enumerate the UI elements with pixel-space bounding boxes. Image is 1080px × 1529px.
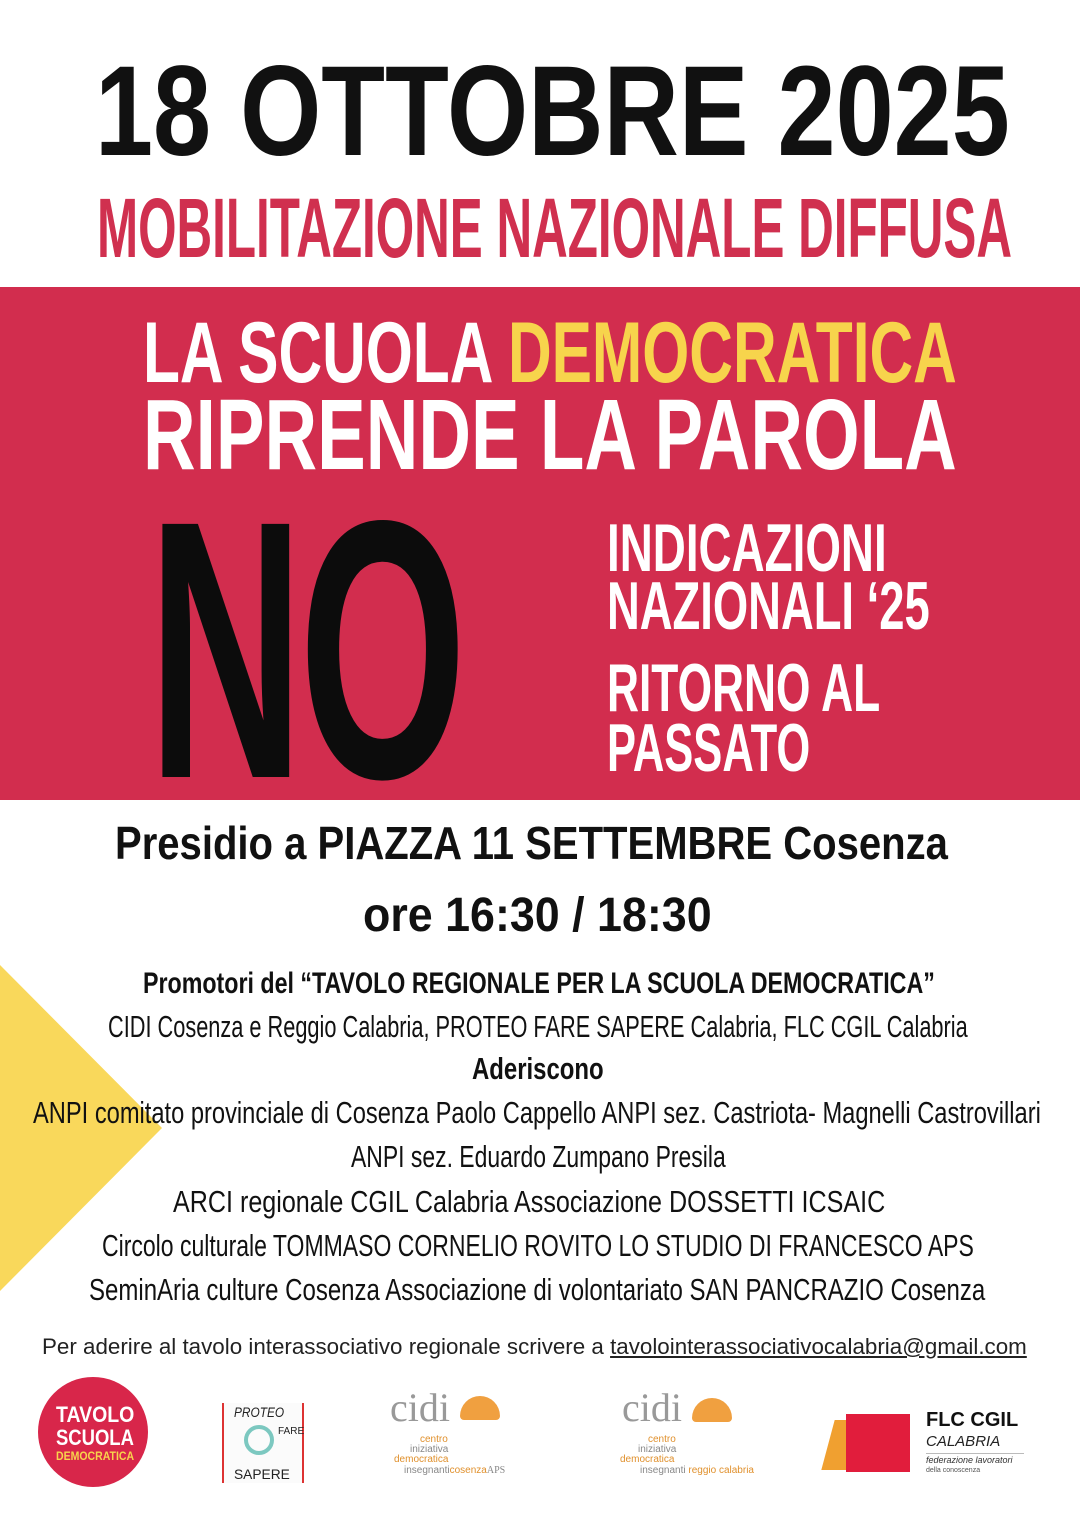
- logo-text: federazione lavoratori: [926, 1455, 1013, 1465]
- logo-text: FARE: [278, 1426, 305, 1437]
- promoters-list: CIDI Cosenza e Reggio Calabria, PROTEO FARE SAPERE Calabria, FLC CGIL Calabria: [108, 1009, 968, 1044]
- logo-text: democratica: [394, 1454, 449, 1465]
- event-place: Presidio a PIAZZA 11 SETTEMBRE Cosenza: [115, 817, 948, 869]
- logo-flc-cgil-calabria: [822, 1410, 1032, 1480]
- item-nazionali: NAZIONALI ‘25: [607, 568, 930, 644]
- flc-square-icon: [846, 1414, 910, 1472]
- logo-text: cidi: [622, 1385, 682, 1430]
- contact-email-link[interactable]: tavolointerassociativocalabria@gmail.com: [610, 1334, 1027, 1359]
- headline-highlight: DEMOCRATICA: [507, 305, 957, 401]
- no-text: NO: [148, 444, 462, 855]
- event-date: 18 OTTOBRE 2025: [95, 40, 1010, 183]
- item-passato: PASSATO: [607, 710, 811, 786]
- headline-text: LA SCUOLA: [143, 305, 492, 401]
- logo-text: della conoscenza: [926, 1467, 981, 1474]
- logo-text: iniziativa: [638, 1444, 677, 1455]
- adherent-line: ARCI regionale CGIL Calabria Associazione DOSSETTI ICSAIC: [173, 1184, 886, 1219]
- promoters-heading: Promotori del “TAVOLO REGIONALE PER LA SCUOLA DEMOCRATICA”: [143, 967, 935, 1000]
- adherents-heading: Aderiscono: [472, 1051, 604, 1086]
- event-time: ore 16:30 / 18:30: [363, 889, 712, 942]
- logo-text: centro: [648, 1434, 676, 1445]
- adherent-line: ANPI sez. Eduardo Zumpano Presila: [351, 1139, 726, 1174]
- divider: [926, 1453, 1024, 1454]
- logo-text: FLC CGIL: [926, 1409, 1019, 1431]
- turtle-icon: [460, 1396, 500, 1420]
- logo-text: centro: [420, 1434, 448, 1445]
- logo-text: iniziativa: [410, 1444, 449, 1455]
- event-subtitle: MOBILITAZIONE NAZIONALE DIFFUSA: [97, 181, 1012, 275]
- logo-text: SAPERE: [234, 1466, 290, 1482]
- logo-cidi-cosenza: [388, 1385, 528, 1483]
- logo-text: TAVOLO: [56, 1402, 135, 1427]
- item-ritorno: RITORNO AL: [607, 650, 881, 726]
- turtle-icon: [692, 1398, 732, 1422]
- logo-text: insegnanticosenzaAPS: [404, 1465, 506, 1476]
- contact-text: Per aderire al tavolo interassociativo regionale scrivere a: [42, 1334, 611, 1359]
- adherent-line: SeminAria culture Cosenza Associazione di volontariato SAN PANCRAZIO Cosenza: [89, 1272, 986, 1307]
- headline-line-2: RIPRENDE LA PAROLA: [143, 379, 957, 491]
- logo-proteo-fare-sapere: [222, 1403, 304, 1483]
- headline-line-1: [143, 305, 957, 401]
- logo-text: democratica: [620, 1454, 675, 1465]
- logo-text: PROTEO: [234, 1404, 285, 1420]
- logo-text: cidi: [390, 1385, 450, 1430]
- logo-text: insegnanti reggio calabria: [640, 1465, 754, 1476]
- logo-cidi-reggio: [618, 1385, 768, 1483]
- contact-line: [42, 1336, 1027, 1358]
- adherent-line: ANPI comitato provinciale di Cosenza Paolo Cappello ANPI sez. Castriota- Magnelli Castrovillari: [33, 1095, 1041, 1130]
- logo-tavolo-scuola-democratica: [38, 1377, 148, 1487]
- adherent-line: Circolo culturale TOMMASO CORNELIO ROVITO LO STUDIO DI FRANCESCO APS: [102, 1228, 974, 1263]
- logo-text: SCUOLA: [56, 1425, 134, 1450]
- spiral-icon: [244, 1425, 274, 1455]
- logo-text: DEMOCRATICA: [56, 1449, 135, 1463]
- item-indicazioni: INDICAZIONI: [607, 510, 887, 586]
- logo-text: CALABRIA: [926, 1433, 1001, 1450]
